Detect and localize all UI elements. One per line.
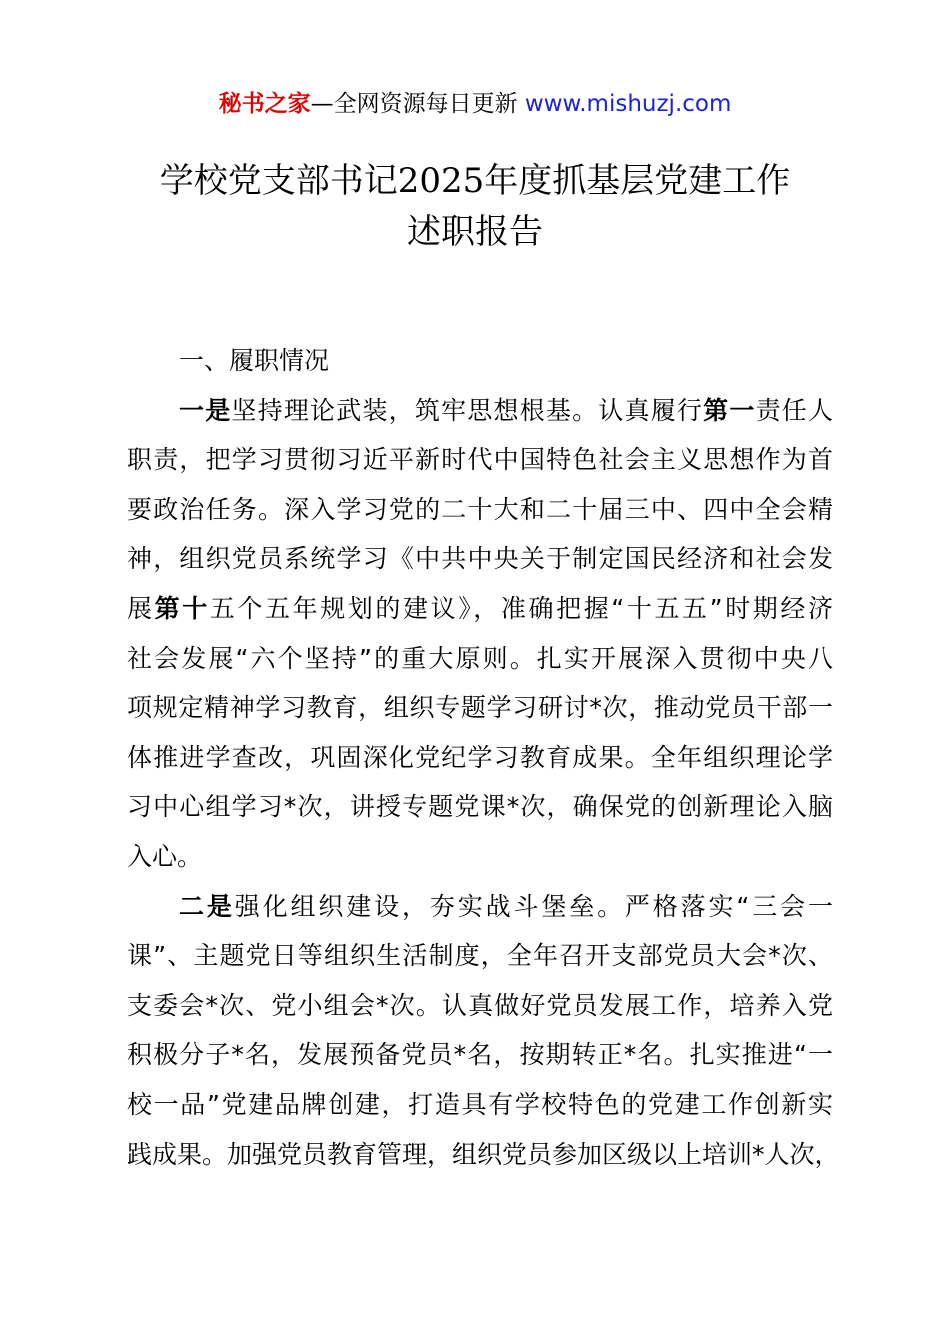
text-run: 强化组织建设，夯实战斗堡垒。严格落实“三会一 [234, 891, 833, 921]
document-body [127, 336, 840, 1179]
lead-marker: 一是 [179, 395, 232, 425]
title-line-1: 学校党支部书记2025年度抓基层党建工作 [159, 161, 791, 201]
text-run: 坚持理论武装，筑牢思想根基。认真履行 [231, 395, 704, 425]
paragraph-1 [127, 386, 833, 882]
paragraph-line: 课”、主题党日等组织生活制度，全年召开支部党员大会*次、 [127, 941, 833, 971]
text-run: 五个五年规划的建议》，准确把握“十五五”时期经济 [209, 593, 833, 623]
brand-name: 秘书之家 [218, 91, 311, 117]
paragraph-line: 体推进学查改，巩固深化党纪学习教育成果。全年组织理论学 [127, 742, 833, 772]
site-banner [0, 86, 950, 122]
paragraph-line: 校一品”党建品牌创建，打造具有学校特色的党建工作创新实 [127, 1089, 833, 1119]
paragraph-line: 神，组织党员系统学习《中共中央关于制定国民经济和社会发 [127, 544, 833, 574]
title-line-2: 述职报告 [407, 212, 543, 252]
text-run: 展 [127, 593, 155, 623]
paragraph-line: 职责，把学习贯彻习近平新时代中国特色社会主义思想作为首 [127, 445, 833, 475]
paragraph-line [127, 584, 833, 634]
text-run: 责任人 [755, 395, 833, 425]
paragraph-2 [127, 882, 840, 1180]
paragraph-line: 习中心组学习*次，讲授专题党课*次，确保党的创新理论入脑 [127, 792, 833, 822]
paragraph-line [127, 882, 833, 932]
site-url-link[interactable]: www.mishuzj.com [524, 91, 732, 117]
paragraph-line: 要政治任务。深入学习党的二十大和二十届三中、四中全会精 [127, 494, 833, 524]
paragraph-line: 践成果。加强党员教育管理，组织党员参加区级以上培训*人次， [127, 1139, 840, 1169]
bold-run: 第十 [154, 593, 210, 623]
section-heading: 一、履职情况 [179, 346, 330, 375]
paragraph-line [127, 386, 833, 436]
paragraph-line: 入心。 [127, 841, 203, 871]
paragraph-line: 积极分子*名，发展预备党员*名，按期转正*名。扎实推进“一 [127, 1040, 833, 1070]
document-title [0, 156, 950, 258]
paragraph-line: 社会发展“六个坚持”的重大原则。扎实开展深入贯彻中央八 [127, 643, 833, 673]
banner-tagline: —全网资源每日更新 [310, 91, 525, 117]
paragraph-line: 项规定精神学习教育，组织专题学习研讨*次，推动党员干部一 [127, 693, 833, 723]
bold-run: 第一 [703, 395, 756, 425]
paragraph-line: 支委会*次、党小组会*次。认真做好党员发展工作，培养入党 [127, 990, 833, 1020]
lead-marker: 二是 [179, 891, 235, 921]
